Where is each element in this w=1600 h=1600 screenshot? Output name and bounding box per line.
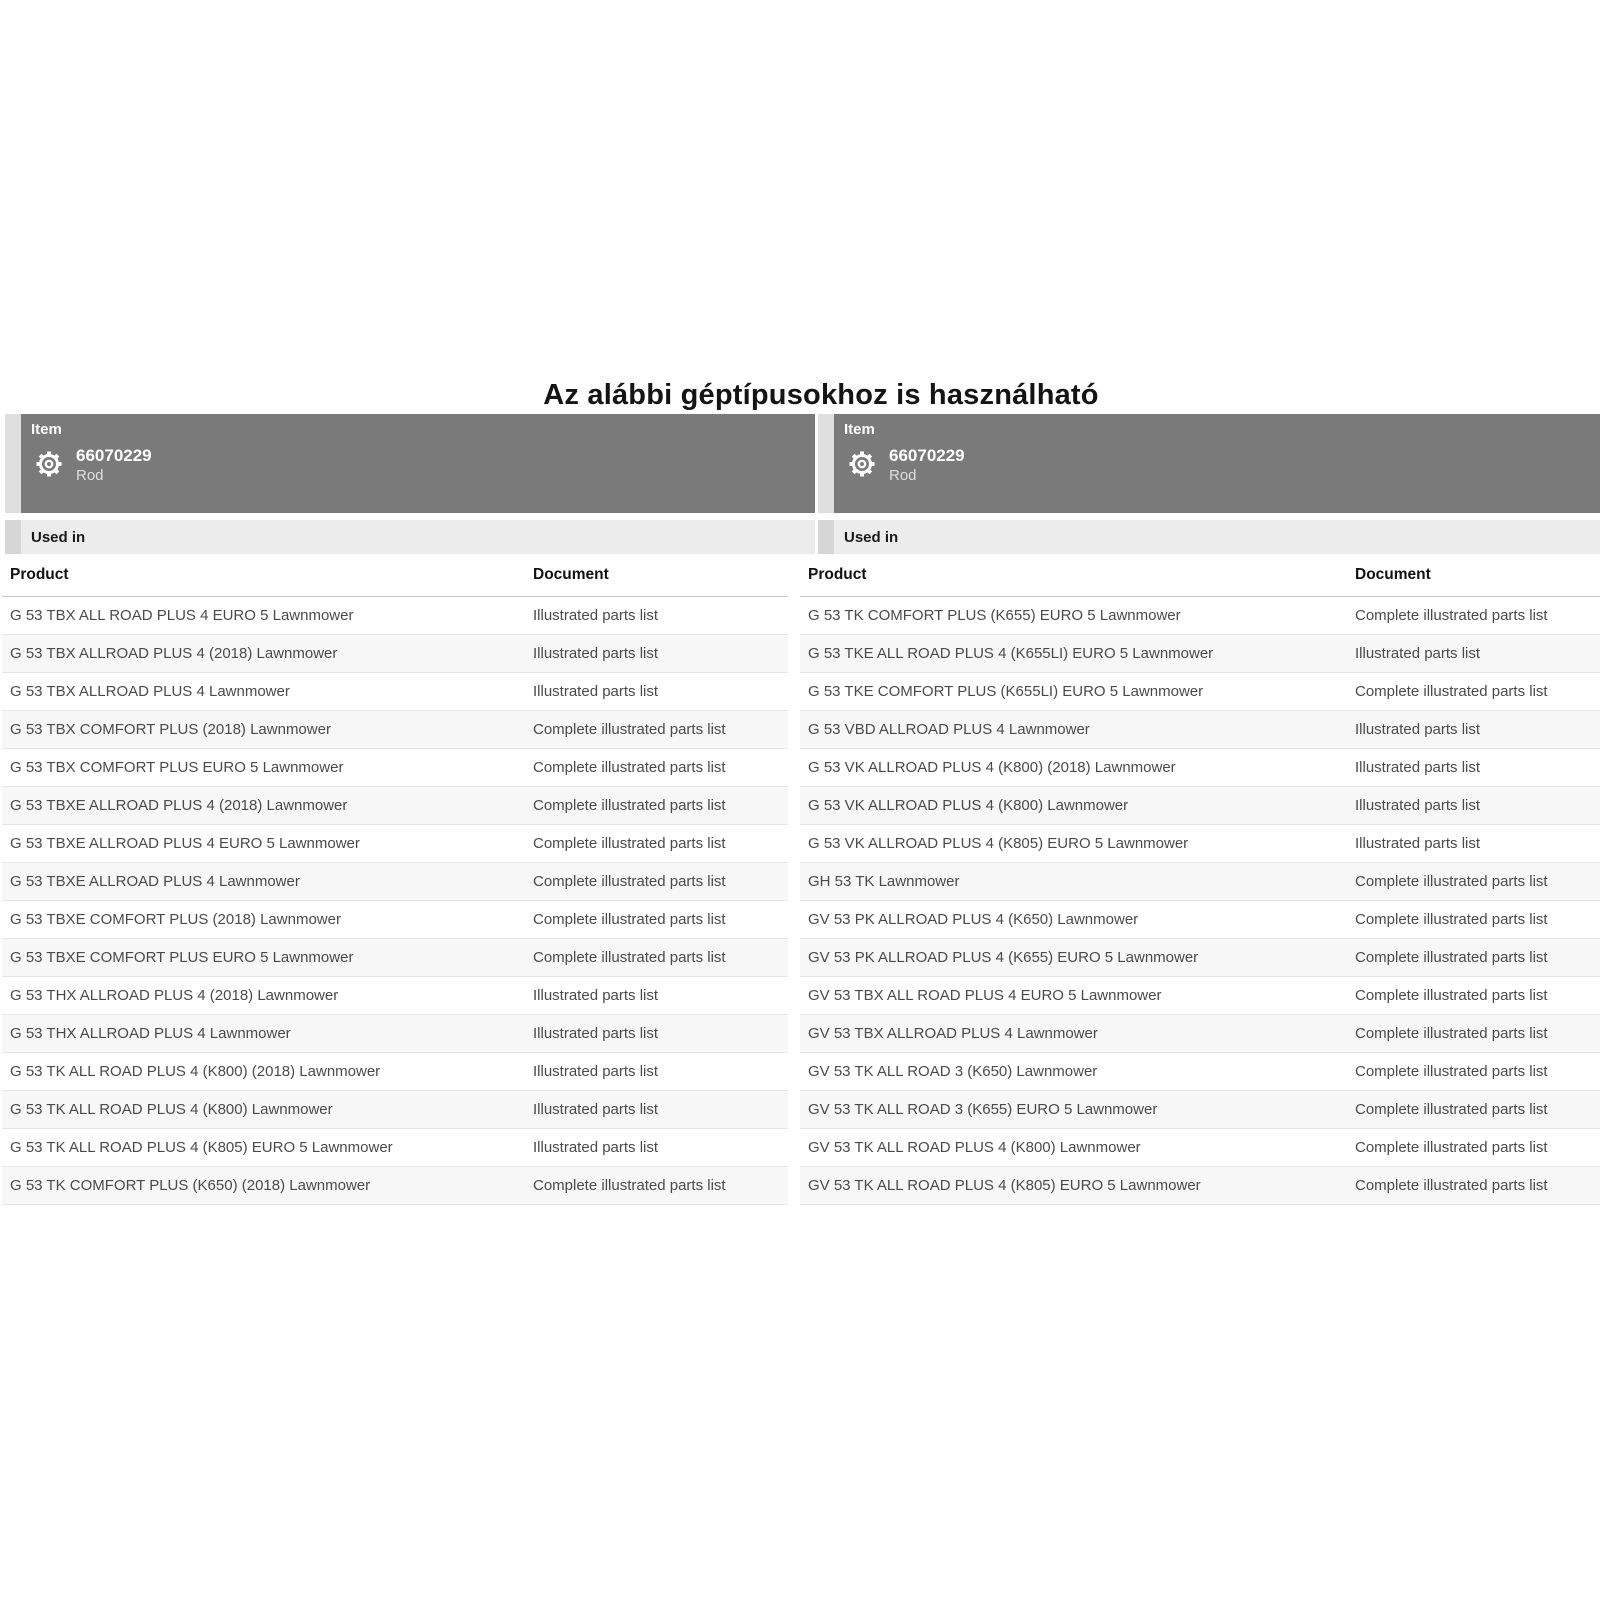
product-cell: G 53 TKE ALL ROAD PLUS 4 (K655LI) EURO 5 Lawnmower [808, 645, 1214, 662]
item-name: Rod [889, 467, 917, 484]
table-row [2, 977, 788, 1015]
used-in-gutter [818, 520, 834, 554]
document-cell: Illustrated parts list [1355, 759, 1481, 776]
document-cell: Complete illustrated parts list [1355, 1139, 1548, 1156]
table-row [800, 901, 1600, 939]
document-cell: Illustrated parts list [1355, 645, 1481, 662]
document-cell: Complete illustrated parts list [1355, 949, 1548, 966]
used-in-table [2, 554, 788, 1205]
item-header-main [834, 414, 1600, 513]
product-cell: G 53 TBXE COMFORT PLUS (2018) Lawnmower [10, 911, 341, 928]
table-row [2, 673, 788, 711]
product-column-header: Product [10, 566, 69, 583]
gear-icon [31, 445, 67, 483]
document-cell: Complete illustrated parts list [533, 1177, 726, 1194]
document-cell: Illustrated parts list [533, 645, 659, 662]
item-name: Rod [76, 467, 104, 484]
product-cell: G 53 TK ALL ROAD PLUS 4 (K800) (2018) Lawnmower [10, 1063, 381, 1080]
table-row [800, 863, 1600, 901]
product-cell: G 53 VK ALLROAD PLUS 4 (K800) (2018) Lawnmower [808, 759, 1176, 776]
product-cell: GV 53 TK ALL ROAD PLUS 4 (K800) Lawnmower [808, 1139, 1141, 1156]
document-cell: Illustrated parts list [1355, 721, 1481, 738]
item-panel-right [800, 414, 1600, 1205]
document-cell: Complete illustrated parts list [1355, 607, 1548, 624]
product-cell: G 53 THX ALLROAD PLUS 4 Lawnmower [10, 1025, 291, 1042]
product-cell: G 53 TKE COMFORT PLUS (K655LI) EURO 5 Lawnmower [808, 683, 1204, 700]
product-cell: GV 53 TK ALL ROAD 3 (K655) EURO 5 Lawnmower [808, 1101, 1158, 1118]
table-row [2, 901, 788, 939]
table-row [800, 673, 1600, 711]
product-cell: G 53 TBX ALL ROAD PLUS 4 EURO 5 Lawnmower [10, 607, 354, 624]
table-row [2, 749, 788, 787]
item-number: 66070229 [889, 446, 965, 465]
product-cell: G 53 TK COMFORT PLUS (K650) (2018) Lawnmower [10, 1177, 371, 1194]
table-row [2, 1091, 788, 1129]
table-row [2, 1053, 788, 1091]
product-cell: G 53 TK ALL ROAD PLUS 4 (K800) Lawnmower [10, 1101, 333, 1118]
product-cell: GV 53 TBX ALLROAD PLUS 4 Lawnmower [808, 1025, 1098, 1042]
item-header-main [21, 414, 815, 513]
document-column-header: Document [533, 566, 609, 583]
document-cell: Illustrated parts list [1355, 835, 1481, 852]
used-in-bar [5, 520, 815, 554]
item-number: 66070229 [76, 446, 152, 465]
document-cell: Complete illustrated parts list [1355, 873, 1548, 890]
product-cell: G 53 TBX COMFORT PLUS (2018) Lawnmower [10, 721, 331, 738]
table-header-row [800, 554, 1600, 597]
document-cell: Illustrated parts list [533, 1063, 659, 1080]
document-cell: Complete illustrated parts list [533, 759, 726, 776]
product-cell: G 53 TBXE ALLROAD PLUS 4 EURO 5 Lawnmower [10, 835, 360, 852]
table-row [2, 863, 788, 901]
document-cell: Complete illustrated parts list [1355, 1063, 1548, 1080]
product-cell: G 53 THX ALLROAD PLUS 4 (2018) Lawnmower [10, 987, 339, 1004]
product-cell: G 53 VK ALLROAD PLUS 4 (K800) Lawnmower [808, 797, 1129, 814]
document-cell: Illustrated parts list [533, 607, 659, 624]
table-row [2, 825, 788, 863]
document-cell: Complete illustrated parts list [533, 797, 726, 814]
table-row [800, 1167, 1600, 1205]
used-in-gutter [5, 520, 21, 554]
table-row [2, 787, 788, 825]
document-cell: Illustrated parts list [533, 987, 659, 1004]
table-header-row [2, 554, 788, 597]
table-row [800, 1015, 1600, 1053]
table-row [800, 597, 1600, 635]
item-panel-left [2, 414, 815, 1205]
table-body [2, 597, 788, 1205]
table-row [2, 1015, 788, 1053]
table-row [800, 787, 1600, 825]
product-cell: G 53 VBD ALLROAD PLUS 4 Lawnmower [808, 721, 1090, 738]
item-label: Item [844, 421, 875, 438]
document-cell: Complete illustrated parts list [1355, 911, 1548, 928]
table-row [800, 939, 1600, 977]
document-cell: Complete illustrated parts list [1355, 1025, 1548, 1042]
product-cell: G 53 TK COMFORT PLUS (K655) EURO 5 Lawnmower [808, 607, 1181, 624]
used-in-label: Used in [31, 528, 86, 546]
product-cell: G 53 TBXE ALLROAD PLUS 4 Lawnmower [10, 873, 300, 890]
document-cell: Complete illustrated parts list [533, 873, 726, 890]
document-cell: Complete illustrated parts list [533, 911, 726, 928]
product-cell: GV 53 PK ALLROAD PLUS 4 (K655) EURO 5 Lawnmower [808, 949, 1199, 966]
header-gutter [818, 414, 834, 513]
document-cell: Illustrated parts list [533, 1101, 659, 1118]
table-row [2, 1129, 788, 1167]
used-in-bar [818, 520, 1600, 554]
product-cell: GH 53 TK Lawnmower [808, 873, 960, 890]
document-cell: Complete illustrated parts list [533, 721, 726, 738]
table-row [800, 977, 1600, 1015]
product-column-header: Product [808, 566, 867, 583]
table-row [2, 939, 788, 977]
table-row [2, 711, 788, 749]
table-row [800, 825, 1600, 863]
document-cell: Complete illustrated parts list [533, 835, 726, 852]
table-row [800, 1053, 1600, 1091]
product-cell: G 53 TBXE ALLROAD PLUS 4 (2018) Lawnmower [10, 797, 348, 814]
document-column-header: Document [1355, 566, 1431, 583]
item-label: Item [31, 421, 62, 438]
product-cell: G 53 TBX COMFORT PLUS EURO 5 Lawnmower [10, 759, 344, 776]
product-cell: G 53 VK ALLROAD PLUS 4 (K805) EURO 5 Lawnmower [808, 835, 1189, 852]
product-cell: G 53 TBX ALLROAD PLUS 4 Lawnmower [10, 683, 290, 700]
document-cell: Complete illustrated parts list [1355, 987, 1548, 1004]
table-row [800, 1129, 1600, 1167]
product-cell: GV 53 PK ALLROAD PLUS 4 (K650) Lawnmower [808, 911, 1139, 928]
header-gutter [5, 414, 21, 513]
table-row [800, 1091, 1600, 1129]
table-row [2, 635, 788, 673]
table-row [2, 597, 788, 635]
document-cell: Complete illustrated parts list [533, 949, 726, 966]
product-cell: G 53 TK ALL ROAD PLUS 4 (K805) EURO 5 Lawnmower [10, 1139, 393, 1156]
product-cell: G 53 TBXE COMFORT PLUS EURO 5 Lawnmower [10, 949, 354, 966]
page-title: Az alábbi géptípusokhoz is használható [543, 379, 1099, 412]
document-cell: Complete illustrated parts list [1355, 683, 1548, 700]
item-header [818, 414, 1600, 513]
document-cell: Complete illustrated parts list [1355, 1177, 1548, 1194]
table-row [2, 1167, 788, 1205]
document-cell: Complete illustrated parts list [1355, 1101, 1548, 1118]
document-cell: Illustrated parts list [533, 1139, 659, 1156]
used-in-table [800, 554, 1600, 1205]
table-body [800, 597, 1600, 1205]
product-cell: GV 53 TK ALL ROAD PLUS 4 (K805) EURO 5 Lawnmower [808, 1177, 1201, 1194]
product-cell: G 53 TBX ALLROAD PLUS 4 (2018) Lawnmower [10, 645, 338, 662]
table-row [800, 711, 1600, 749]
used-in-label: Used in [844, 528, 899, 546]
document-cell: Illustrated parts list [533, 683, 659, 700]
table-row [800, 635, 1600, 673]
document-cell: Illustrated parts list [533, 1025, 659, 1042]
product-cell: GV 53 TK ALL ROAD 3 (K650) Lawnmower [808, 1063, 1098, 1080]
item-header [5, 414, 815, 513]
gear-icon [844, 445, 880, 483]
product-cell: GV 53 TBX ALL ROAD PLUS 4 EURO 5 Lawnmower [808, 987, 1162, 1004]
document-cell: Illustrated parts list [1355, 797, 1481, 814]
table-row [800, 749, 1600, 787]
